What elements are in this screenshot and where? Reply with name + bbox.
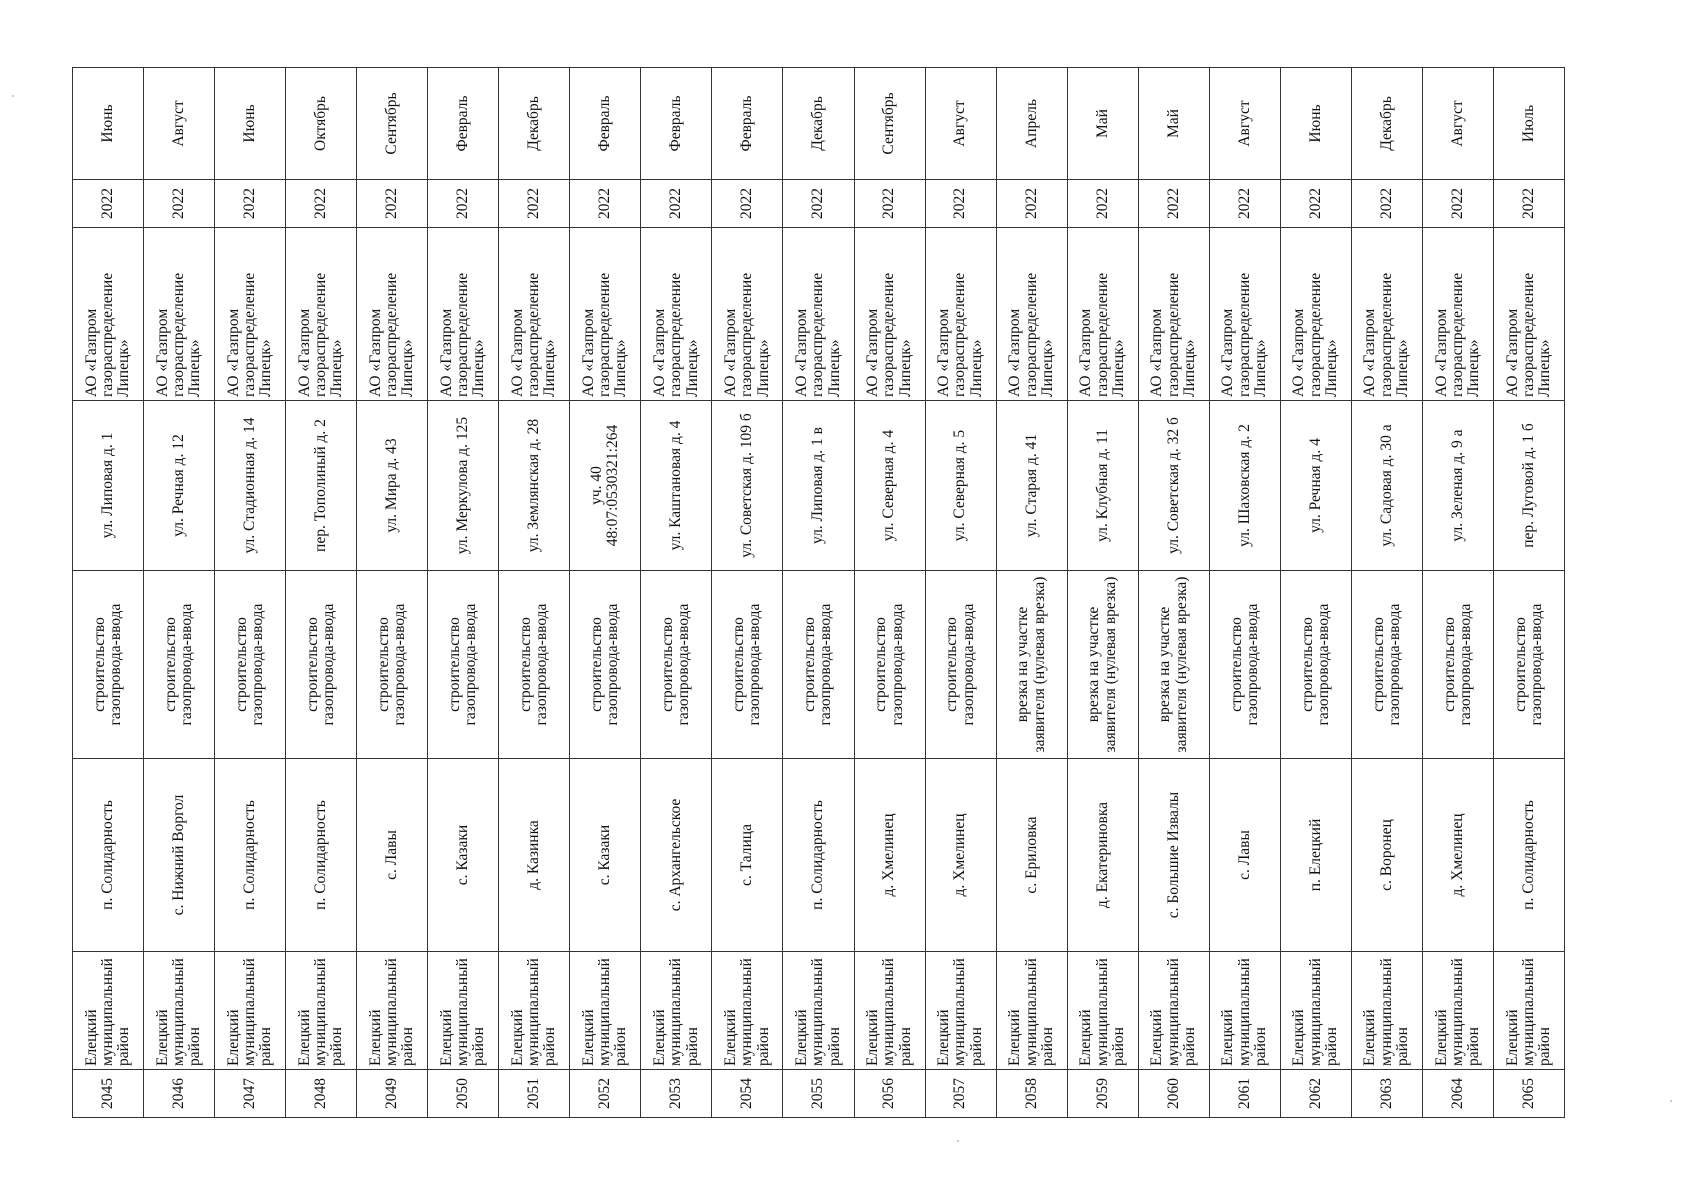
month-cell: Октябрь [286,68,357,180]
table-row [357,68,428,1118]
row-number: 2045 [73,1070,144,1118]
year-cell: 2022 [1422,180,1493,228]
settlement-cell: п. Солидарность [783,759,854,952]
district-cell: Елецкий муниципальный район [1209,952,1280,1070]
month-cell: Май [1138,68,1209,180]
organization-cell: АО «Газпром газораспределение Липецк» [1280,228,1351,401]
year-cell: 2022 [499,180,570,228]
address-cell: ул. Меркулова д. 125 [428,401,499,571]
address-cell: ул. Клубная д. 11 [1067,401,1138,571]
settlement-cell: с. Воронец [1351,759,1422,952]
organization-cell: АО «Газпром газораспределение Липецк» [712,228,783,401]
year-cell: 2022 [570,180,641,228]
month-cell: Май [1067,68,1138,180]
month-cell: Август [1422,68,1493,180]
month-cell: Февраль [712,68,783,180]
table-row [215,68,286,1118]
district-cell: Елецкий муниципальный район [641,952,712,1070]
table-row [499,68,570,1118]
month-cell: Июнь [215,68,286,180]
row-number: 2062 [1280,1070,1351,1118]
work-type-cell: строительство газопровода-ввода [144,571,215,759]
organization-cell: АО «Газпром газораспределение Липецк» [144,228,215,401]
organization-cell: АО «Газпром газораспределение Липецк» [1138,228,1209,401]
work-type-cell: врезка на участке заявителя (нулевая врезка) [996,571,1067,759]
address-cell: ул. Липовая д. 1 в [783,401,854,571]
organization-cell: АО «Газпром газораспределение Липецк» [286,228,357,401]
organization-cell: АО «Газпром газораспределение Липецк» [215,228,286,401]
year-cell: 2022 [1280,180,1351,228]
table-row [1280,68,1351,1118]
organization-cell: АО «Газпром газораспределение Липецк» [1351,228,1422,401]
organization-cell: АО «Газпром газораспределение Липецк» [641,228,712,401]
row-number: 2053 [641,1070,712,1118]
district-cell: Елецкий муниципальный район [144,952,215,1070]
work-type-cell: строительство газопровода-ввода [286,571,357,759]
address-cell: ул. Липовая д. 1 [73,401,144,571]
year-cell: 2022 [357,180,428,228]
month-cell: Декабрь [1351,68,1422,180]
month-cell: Июнь [1280,68,1351,180]
organization-cell: АО «Газпром газораспределение Липецк» [428,228,499,401]
year-cell: 2022 [1067,180,1138,228]
month-cell: Декабрь [783,68,854,180]
settlement-cell: с. Архангельское [641,759,712,952]
table-body [73,68,1565,1118]
settlement-cell: д. Казинка [499,759,570,952]
address-cell: ул. Стадионная д. 14 [215,401,286,571]
row-number: 2063 [1351,1070,1422,1118]
organization-cell: АО «Газпром газораспределение Липецк» [570,228,641,401]
organization-cell: АО «Газпром газораспределение Липецк» [1067,228,1138,401]
year-cell: 2022 [925,180,996,228]
work-type-cell: строительство газопровода-ввода [357,571,428,759]
row-number: 2055 [783,1070,854,1118]
rotated-page [72,68,1565,1118]
settlement-cell: п. Солидарность [215,759,286,952]
district-cell: Елецкий муниципальный район [1351,952,1422,1070]
work-type-cell: строительство газопровода-ввода [1209,571,1280,759]
district-cell: Елецкий муниципальный район [1067,952,1138,1070]
work-type-cell: строительство газопровода-ввода [428,571,499,759]
address-cell: пер. Тополиный д. 2 [286,401,357,571]
settlement-cell: п. Елецкий [1280,759,1351,952]
organization-cell: АО «Газпром газораспределение Липецк» [73,228,144,401]
settlement-cell: с. Ериловка [996,759,1067,952]
table-row [428,68,499,1118]
table-row [1067,68,1138,1118]
work-type-cell: строительство газопровода-ввода [1493,571,1564,759]
settlement-cell: с. Казаки [570,759,641,952]
work-type-cell: строительство газопровода-ввода [712,571,783,759]
settlement-cell: п. Солидарность [1493,759,1564,952]
work-type-cell: строительство газопровода-ввода [925,571,996,759]
year-cell: 2022 [854,180,925,228]
settlement-cell: с. Большие Извалы [1138,759,1209,952]
district-cell: Елецкий муниципальный район [570,952,641,1070]
table-row [1209,68,1280,1118]
organization-cell: АО «Газпром газораспределение Липецк» [499,228,570,401]
organization-cell: АО «Газпром газораспределение Липецк» [925,228,996,401]
year-cell: 2022 [144,180,215,228]
work-type-cell: строительство газопровода-ввода [1351,571,1422,759]
work-type-cell: строительство газопровода-ввода [73,571,144,759]
district-cell: Елецкий муниципальный район [1138,952,1209,1070]
row-number: 2047 [215,1070,286,1118]
year-cell: 2022 [1138,180,1209,228]
table-row [286,68,357,1118]
organization-cell: АО «Газпром газораспределение Липецк» [1493,228,1564,401]
settlement-cell: с. Талица [712,759,783,952]
work-type-cell: строительство газопровода-ввода [641,571,712,759]
table-row [996,68,1067,1118]
work-type-cell: строительство газопровода-ввода [1422,571,1493,759]
work-type-cell: строительство газопровода-ввода [783,571,854,759]
month-cell: Август [925,68,996,180]
row-number: 2059 [1067,1070,1138,1118]
month-cell: Август [1209,68,1280,180]
organization-cell: АО «Газпром газораспределение Липецк» [357,228,428,401]
row-number: 2049 [357,1070,428,1118]
work-type-cell: строительство газопровода-ввода [499,571,570,759]
table-row [1422,68,1493,1118]
settlement-cell: с. Нижний Воргол [144,759,215,952]
month-cell: Февраль [570,68,641,180]
row-number: 2057 [925,1070,996,1118]
district-cell: Елецкий муниципальный район [428,952,499,1070]
organization-cell: АО «Газпром газораспределение Липецк» [996,228,1067,401]
address-cell: ул. Мира д. 43 [357,401,428,571]
address-cell: ул. Северная д. 5 [925,401,996,571]
table-row [925,68,996,1118]
row-number: 2056 [854,1070,925,1118]
settlement-cell: д. Хмелинец [854,759,925,952]
row-number: 2060 [1138,1070,1209,1118]
table-row [1351,68,1422,1118]
row-number: 2051 [499,1070,570,1118]
organization-cell: АО «Газпром газораспределение Липецк» [1209,228,1280,401]
address-cell: ул. Советская д. 109 б [712,401,783,571]
year-cell: 2022 [641,180,712,228]
month-cell: Сентябрь [854,68,925,180]
year-cell: 2022 [73,180,144,228]
settlement-cell: п. Солидарность [73,759,144,952]
address-cell: ул. Каштановая д. 4 [641,401,712,571]
work-type-cell: строительство газопровода-ввода [1280,571,1351,759]
month-cell: Февраль [641,68,712,180]
organization-cell: АО «Газпром газораспределение Липецк» [1422,228,1493,401]
district-cell: Елецкий муниципальный район [854,952,925,1070]
table-row [854,68,925,1118]
row-number: 2058 [996,1070,1067,1118]
table-row [1493,68,1564,1118]
work-type-cell: строительство газопровода-ввода [854,571,925,759]
address-cell: ул. Советская д. 32 б [1138,401,1209,571]
district-cell: Елецкий муниципальный район [1280,952,1351,1070]
address-cell: ул. Шаховская д. 2 [1209,401,1280,571]
row-number: 2065 [1493,1070,1564,1118]
settlement-cell: д. Хмелинец [1422,759,1493,952]
year-cell: 2022 [286,180,357,228]
year-cell: 2022 [783,180,854,228]
row-number: 2064 [1422,1070,1493,1118]
address-cell: ул. Речная д. 12 [144,401,215,571]
settlement-cell: п. Солидарность [286,759,357,952]
scan-speck [12,95,14,97]
year-cell: 2022 [428,180,499,228]
row-number: 2054 [712,1070,783,1118]
district-cell: Елецкий муниципальный район [1422,952,1493,1070]
year-cell: 2022 [1351,180,1422,228]
year-cell: 2022 [1209,180,1280,228]
work-type-cell: строительство газопровода-ввода [215,571,286,759]
year-cell: 2022 [996,180,1067,228]
row-number: 2061 [1209,1070,1280,1118]
year-cell: 2022 [712,180,783,228]
table-row [712,68,783,1118]
row-number: 2050 [428,1070,499,1118]
district-cell: Елецкий муниципальный район [286,952,357,1070]
month-cell: Июль [1493,68,1564,180]
month-cell: Август [144,68,215,180]
settlement-cell: с. Лавы [357,759,428,952]
month-cell: Июнь [73,68,144,180]
table-row [783,68,854,1118]
district-cell: Елецкий муниципальный район [215,952,286,1070]
organization-cell: АО «Газпром газораспределение Липецк» [783,228,854,401]
row-number: 2046 [144,1070,215,1118]
address-cell: ул. Зеленая д. 9 а [1422,401,1493,571]
table-row [73,68,144,1118]
organization-cell: АО «Газпром газораспределение Липецк» [854,228,925,401]
year-cell: 2022 [215,180,286,228]
district-cell: Елецкий муниципальный район [1493,952,1564,1070]
table-row [144,68,215,1118]
address-cell: ул. Садовая д. 30 а [1351,401,1422,571]
year-cell: 2022 [1493,180,1564,228]
month-cell: Сентябрь [357,68,428,180]
row-number: 2048 [286,1070,357,1118]
table-row [570,68,641,1118]
address-cell: ул. Землянская д. 28 [499,401,570,571]
district-cell: Елецкий муниципальный район [996,952,1067,1070]
address-cell: ул. Старая д. 41 [996,401,1067,571]
month-cell: Февраль [428,68,499,180]
district-cell: Елецкий муниципальный район [73,952,144,1070]
settlement-cell: д. Хмелинец [925,759,996,952]
work-type-cell: врезка на участке заявителя (нулевая врезка) [1067,571,1138,759]
address-cell: ул. Северная д. 4 [854,401,925,571]
settlement-cell: с. Казаки [428,759,499,952]
row-number: 2052 [570,1070,641,1118]
gas-connection-table [72,67,1565,1118]
settlement-cell: д. Екатериновка [1067,759,1138,952]
district-cell: Елецкий муниципальный район [499,952,570,1070]
district-cell: Елецкий муниципальный район [712,952,783,1070]
table-row [641,68,712,1118]
work-type-cell: врезка на участке заявителя (нулевая врезка) [1138,571,1209,759]
month-cell: Апрель [996,68,1067,180]
settlement-cell: с. Лавы [1209,759,1280,952]
district-cell: Елецкий муниципальный район [357,952,428,1070]
work-type-cell: строительство газопровода-ввода [570,571,641,759]
district-cell: Елецкий муниципальный район [925,952,996,1070]
scan-speck [1670,1100,1672,1102]
table-row [1138,68,1209,1118]
scan-speck [957,1140,959,1142]
address-cell: ул. Речная д. 4 [1280,401,1351,571]
address-cell: пер. Луговой д. 1 б [1493,401,1564,571]
month-cell: Декабрь [499,68,570,180]
district-cell: Елецкий муниципальный район [783,952,854,1070]
address-cell: уч. 40 48:07:0530321:264 [570,401,641,571]
